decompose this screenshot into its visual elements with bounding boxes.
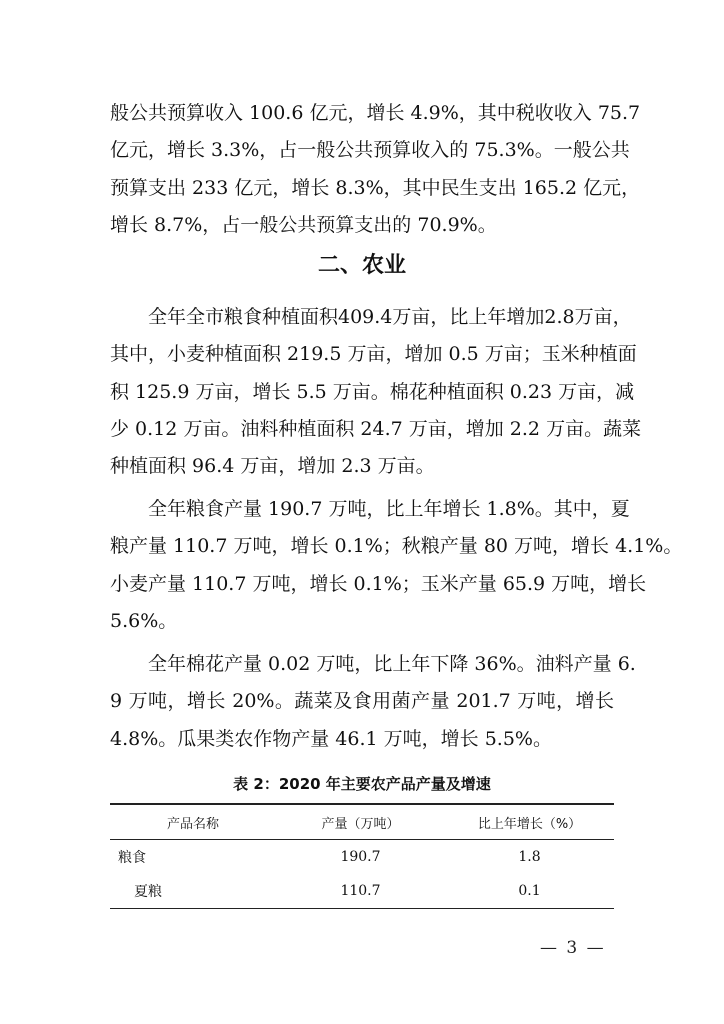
text-line: 4.8%。瓜果类农作物产量 46.1 万吨，增长 5.5%。 bbox=[110, 727, 552, 750]
text-line: 种植面积 96.4 万亩，增加 2.3 万亩。 bbox=[110, 455, 435, 478]
table-header-row bbox=[110, 804, 614, 840]
column-header-output: 产量（万吨） bbox=[321, 816, 400, 832]
cell-growth: 0.1 bbox=[518, 883, 541, 899]
text-line: 小麦产量 110.7 万吨，增长 0.1%；玉米产量 65.9 万吨，增长 bbox=[110, 572, 647, 595]
paragraph-other-output bbox=[110, 646, 636, 758]
cell-product: 夏粮 bbox=[134, 884, 162, 900]
paragraph-grain-output bbox=[110, 491, 683, 640]
text-line: 般公共预算收入 100.6 亿元，增长 4.9%，其中税收收入 75.7 bbox=[110, 102, 641, 124]
page-number: — 3 — bbox=[540, 938, 606, 958]
table-row bbox=[110, 874, 614, 909]
text-line: 粮产量 110.7 万吨，增长 0.1%；秋粮产量 80 万吨，增长 4.1%。 bbox=[110, 535, 683, 558]
table-title: 表 2：2020 年主要农产品产量及增速 bbox=[233, 775, 491, 793]
text-line: 少 0.12 万亩。油料种植面积 24.7 万亩，增加 2.2 万亩。蔬菜 bbox=[110, 417, 642, 440]
cell-output: 190.7 bbox=[340, 849, 381, 865]
column-header-growth: 比上年增长（%） bbox=[477, 816, 582, 832]
table-row bbox=[110, 840, 614, 875]
paragraph-planting-area bbox=[110, 299, 642, 485]
cell-product: 粮食 bbox=[118, 850, 146, 866]
section-heading: 二、农业 bbox=[317, 253, 406, 278]
text-line: 亿元，增长 3.3%，占一般公共预算收入的 75.3%。一般公共 bbox=[110, 139, 630, 162]
column-header-product: 产品名称 bbox=[166, 816, 219, 832]
cell-output: 110.7 bbox=[340, 883, 381, 899]
text-line: 全年粮食产量 190.7 万吨，比上年增长 1.8%。其中，夏 bbox=[110, 498, 630, 520]
text-line: 全年棉花产量 0.02 万吨，比上年下降 36%。油料产量 6. bbox=[110, 653, 636, 675]
text-line: 其中，小麦种植面积 219.5 万亩，增加 0.5 万亩；玉米种植面 bbox=[110, 343, 637, 366]
text-line: 全年全市粮食种植面积409.4万亩，比上年增加2.8万亩， bbox=[110, 306, 632, 328]
text-line: 增长 8.7%，占一般公共预算支出的 70.9%。 bbox=[110, 213, 497, 236]
text-line: 9 万吨，增长 20%。蔬菜及食用菌产量 201.7 万吨，增长 bbox=[110, 690, 614, 713]
cell-growth: 1.8 bbox=[518, 849, 541, 865]
agriculture-output-table bbox=[110, 803, 614, 909]
paragraph-fiscal bbox=[110, 95, 641, 244]
text-line: 预算支出 233 亿元，增长 8.3%，其中民生支出 165.2 亿元， bbox=[110, 176, 641, 199]
text-line: 积 125.9 万亩，增长 5.5 万亩。棉花种植面积 0.23 万亩，减 bbox=[110, 380, 635, 403]
text-line: 5.6%。 bbox=[110, 609, 178, 632]
